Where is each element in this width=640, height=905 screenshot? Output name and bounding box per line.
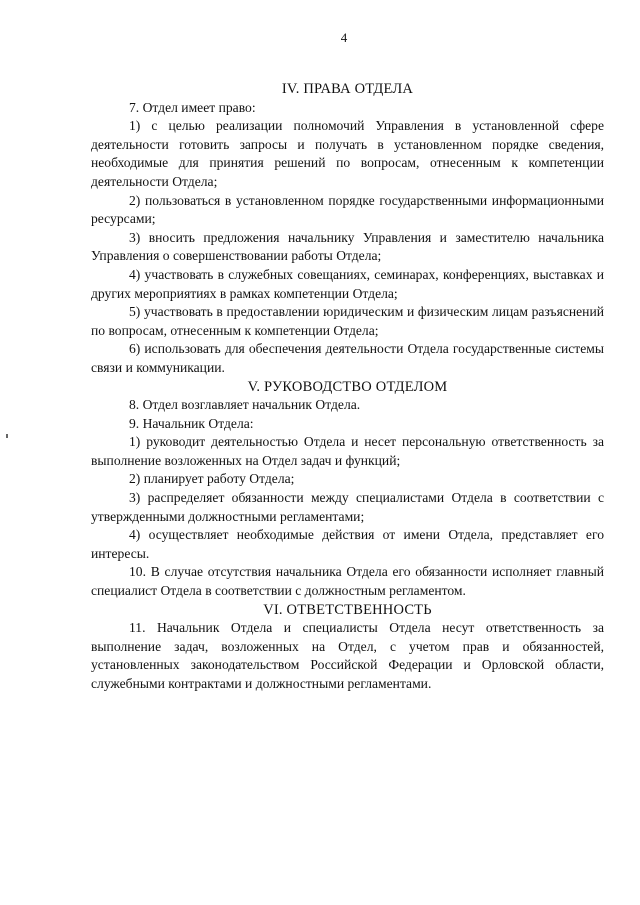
scan-mark (6, 434, 8, 438)
paragraph-9-item-3: 3) распределяет обязанности между специалистами Отдела в соответствии с утвержденными должностными регламентами; (91, 490, 604, 524)
paragraph-7-item-6: 6) использовать для обеспечения деятельности Отдела государственные системы связи и коммуникации. (91, 341, 604, 375)
paragraph-7-item-3: 3) вносить предложения начальнику Управления и заместителю начальника Управления о совершенствовании работы Отдела; (91, 229, 604, 264)
section-responsibility (91, 601, 604, 694)
paragraph-9-item-4: 4) осуществляет необходимые действия от имени Отдела, представляет его интересы. (91, 527, 604, 561)
paragraph-7: 7. Отдел имеет право: (129, 99, 256, 115)
paragraph-10: 10. В случае отсутствия начальника Отдела его обязанности исполняет главный специалист Отдела в соответствии с должностным регламентом. (91, 564, 604, 599)
paragraph-7-item-1: 1) с целью реализации полномочий Управления в установленной сфере деятельности готовить запросы и получать в установленном порядке сведения, необходимые для принятия решений по вопросам, отнесенным к компетенции деятельности Отдела; (91, 118, 604, 189)
paragraph-9: 9. Начальник Отдела: (129, 415, 254, 431)
section-management (91, 378, 604, 601)
paragraph-11: 11. Начальник Отдела и специалисты Отдела несут ответственность за выполнение задач, возложенных на Отдел, с учетом прав и обязанностей, установленных законодательством Российской Федерации и Орловской области, служебными контрактами и должностными регламентами. (91, 620, 604, 691)
page-number: 4 (340, 30, 348, 45)
document-body (91, 80, 604, 694)
paragraph-8: 8. Отдел возглавляет начальник Отдела. (129, 397, 361, 413)
section-title-management: V. РУКОВОДСТВО ОТДЕЛОМ (247, 378, 448, 395)
section-title-rights: IV. ПРАВА ОТДЕЛА (281, 81, 414, 97)
section-title-responsibility: VI. ОТВЕТСТВЕННОСТЬ (263, 601, 432, 618)
paragraph-7-item-4: 4) участвовать в служебных совещаниях, семинарах, конференциях, выставках и других мероприятиях в рамках компетенции Отдела; (91, 266, 604, 301)
paragraph-9-item-1: 1) руководит деятельностью Отдела и несет персональную ответственность за выполнение возложенных на Отдел задач и функций; (91, 434, 604, 468)
paragraph-7-item-2: 2) пользоваться в установленном порядке государственными информационными ресурсами; (91, 192, 604, 227)
paragraph-9-item-2: 2) планирует работу Отдела; (129, 471, 295, 487)
section-rights (91, 80, 604, 378)
paragraph-7-item-5: 5) участвовать в предоставлении юридическим и физическим лицам разъяснений по вопросам, отнесенным к компетенции Отдела; (91, 304, 604, 338)
